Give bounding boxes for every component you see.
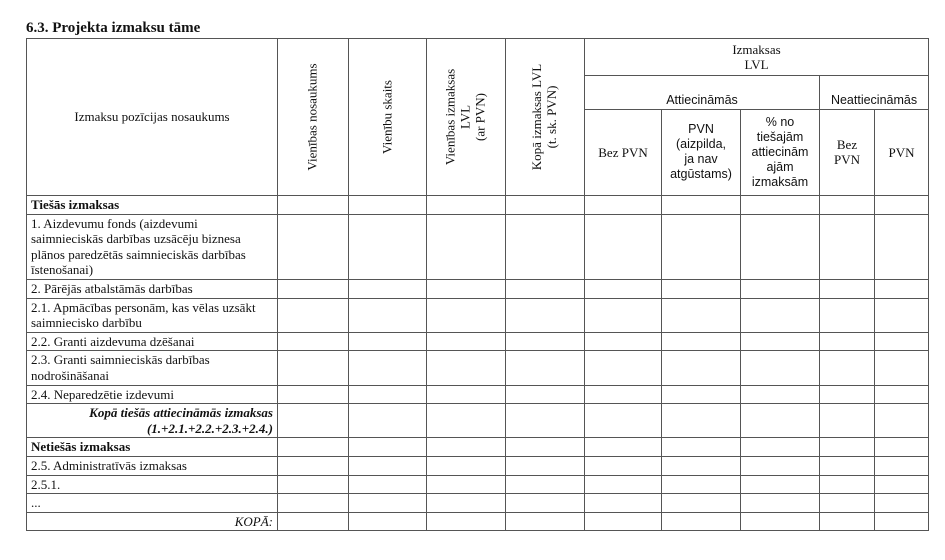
value-cell[interactable] <box>662 494 741 513</box>
value-cell[interactable] <box>741 385 820 404</box>
header-inel-vat: PVN <box>875 109 929 195</box>
header-unit-cost: Vienības izmaksas LVL (ar PVN) <box>427 39 506 196</box>
table-row <box>27 456 929 475</box>
value-cell[interactable] <box>820 512 875 531</box>
value-cell[interactable] <box>349 385 427 404</box>
value-cell[interactable] <box>875 351 929 385</box>
value-cell[interactable] <box>662 456 741 475</box>
value-cell[interactable] <box>427 404 506 438</box>
value-cell[interactable] <box>506 494 585 513</box>
row-label: ... <box>27 494 278 513</box>
value-cell[interactable] <box>662 351 741 385</box>
value-cell[interactable] <box>820 351 875 385</box>
value-cell[interactable] <box>662 196 741 215</box>
row-label: Netiešās izmaksas <box>27 438 278 457</box>
value-cell[interactable] <box>875 456 929 475</box>
value-cell[interactable] <box>427 438 506 457</box>
value-cell[interactable] <box>820 456 875 475</box>
row-label: 2. Pārējās atbalstāmās darbības <box>27 279 278 298</box>
value-cell[interactable] <box>820 404 875 438</box>
table-row <box>27 351 929 385</box>
value-cell[interactable] <box>741 456 820 475</box>
value-cell[interactable] <box>278 332 349 351</box>
row-label: 2.3. Granti saimnieciskās darbības nodrošināšanai <box>27 351 278 385</box>
value-cell[interactable] <box>662 385 741 404</box>
value-cell[interactable] <box>427 475 506 494</box>
row-label: Tiešās izmaksas <box>27 196 278 215</box>
value-cell[interactable] <box>662 404 741 438</box>
value-cell[interactable] <box>278 298 349 332</box>
table-row <box>27 214 929 279</box>
value-cell[interactable] <box>585 512 662 531</box>
value-cell[interactable] <box>427 214 506 279</box>
value-cell[interactable] <box>427 298 506 332</box>
value-cell[interactable] <box>820 475 875 494</box>
value-cell[interactable] <box>427 351 506 385</box>
value-cell[interactable] <box>662 438 741 457</box>
value-cell[interactable] <box>585 196 662 215</box>
value-cell[interactable] <box>349 494 427 513</box>
value-cell[interactable] <box>278 404 349 438</box>
value-cell[interactable] <box>278 456 349 475</box>
row-label: 2.4. Neparedzētie izdevumi <box>27 385 278 404</box>
value-cell[interactable] <box>506 351 585 385</box>
value-cell[interactable] <box>741 298 820 332</box>
value-cell[interactable] <box>585 475 662 494</box>
value-cell[interactable] <box>662 279 741 298</box>
row-label: 2.1. Apmācības personām, kas vēlas uzsākt saimniecisko darbību <box>27 298 278 332</box>
value-cell[interactable] <box>349 475 427 494</box>
value-cell[interactable] <box>349 351 427 385</box>
value-cell[interactable] <box>349 279 427 298</box>
value-cell[interactable] <box>662 214 741 279</box>
value-cell[interactable] <box>662 332 741 351</box>
table-row <box>27 332 929 351</box>
value-cell[interactable] <box>427 494 506 513</box>
value-cell[interactable] <box>278 475 349 494</box>
value-cell[interactable] <box>506 512 585 531</box>
header-total-cost: Kopā izmaksas LVL (t. sk. PVN) <box>506 39 585 196</box>
value-cell[interactable] <box>427 512 506 531</box>
value-cell[interactable] <box>741 475 820 494</box>
value-cell[interactable] <box>427 196 506 215</box>
value-cell[interactable] <box>585 351 662 385</box>
table-row <box>27 298 929 332</box>
value-cell[interactable] <box>427 279 506 298</box>
value-cell[interactable] <box>875 475 929 494</box>
value-cell[interactable] <box>506 475 585 494</box>
value-cell[interactable] <box>349 214 427 279</box>
value-cell[interactable] <box>278 196 349 215</box>
value-cell[interactable] <box>278 385 349 404</box>
value-cell[interactable] <box>506 456 585 475</box>
value-cell[interactable] <box>585 385 662 404</box>
value-cell[interactable] <box>278 438 349 457</box>
value-cell[interactable] <box>427 332 506 351</box>
header-position-name: Izmaksu pozīcijas nosaukums <box>27 39 278 196</box>
value-cell[interactable] <box>875 512 929 531</box>
value-cell[interactable] <box>875 214 929 279</box>
value-cell[interactable] <box>741 512 820 531</box>
value-cell[interactable] <box>349 456 427 475</box>
value-cell[interactable] <box>820 438 875 457</box>
row-label: 1. Aizdevumu fonds (aizdevumi saimnieciskās darbības uzsācēju biznesa plānos paredzētās saimnieciskās darbības īstenošanai) <box>27 214 278 279</box>
value-cell[interactable] <box>741 438 820 457</box>
section-title: 6.3. Projekta izmaksu tāme <box>26 20 201 36</box>
value-cell[interactable] <box>875 438 929 457</box>
value-cell[interactable] <box>585 404 662 438</box>
value-cell[interactable] <box>662 512 741 531</box>
value-cell[interactable] <box>278 279 349 298</box>
value-cell[interactable] <box>585 298 662 332</box>
value-cell[interactable] <box>349 438 427 457</box>
cost-estimate-table <box>26 38 929 531</box>
value-cell[interactable] <box>585 438 662 457</box>
value-cell[interactable] <box>349 404 427 438</box>
header-pct-direct: % no tiešajām attiecinām ajām izmaksām <box>741 109 820 195</box>
value-cell[interactable] <box>506 298 585 332</box>
value-cell[interactable] <box>741 351 820 385</box>
value-cell[interactable] <box>506 332 585 351</box>
row-label: KOPĀ: <box>27 512 278 531</box>
value-cell[interactable] <box>585 332 662 351</box>
value-cell[interactable] <box>820 494 875 513</box>
value-cell[interactable] <box>820 385 875 404</box>
header-ineligible: Neattiecināmās <box>820 76 929 109</box>
value-cell[interactable] <box>585 494 662 513</box>
value-cell[interactable] <box>741 279 820 298</box>
row-label: 2.5. Administratīvās izmaksas <box>27 456 278 475</box>
value-cell[interactable] <box>349 196 427 215</box>
value-cell[interactable] <box>585 456 662 475</box>
header-costs: Izmaksas LVL <box>585 39 929 76</box>
header-unit-count: Vienību skaits <box>349 39 427 196</box>
value-cell[interactable] <box>278 214 349 279</box>
table-row <box>27 404 929 438</box>
value-cell[interactable] <box>427 385 506 404</box>
value-cell[interactable] <box>506 385 585 404</box>
value-cell[interactable] <box>875 279 929 298</box>
value-cell[interactable] <box>741 404 820 438</box>
value-cell[interactable] <box>875 332 929 351</box>
row-label: 2.5.1. <box>27 475 278 494</box>
table-row <box>27 196 929 215</box>
value-cell[interactable] <box>820 279 875 298</box>
value-cell[interactable] <box>875 298 929 332</box>
value-cell[interactable] <box>820 332 875 351</box>
table-row <box>27 494 929 513</box>
value-cell[interactable] <box>875 385 929 404</box>
value-cell[interactable] <box>278 494 349 513</box>
table-row <box>27 438 929 457</box>
header-excl-vat: Bez PVN <box>585 109 662 195</box>
table-row <box>27 279 929 298</box>
value-cell[interactable] <box>741 196 820 215</box>
value-cell[interactable] <box>662 298 741 332</box>
table-row <box>27 385 929 404</box>
value-cell[interactable] <box>820 214 875 279</box>
value-cell[interactable] <box>875 404 929 438</box>
header-inel-excl-vat: Bez PVN <box>820 109 875 195</box>
value-cell[interactable] <box>278 351 349 385</box>
row-label: 2.2. Granti aizdevuma dzēšanai <box>27 332 278 351</box>
value-cell[interactable] <box>875 196 929 215</box>
value-cell[interactable] <box>278 512 349 531</box>
value-cell[interactable] <box>741 494 820 513</box>
value-cell[interactable] <box>506 196 585 215</box>
value-cell[interactable] <box>741 332 820 351</box>
value-cell[interactable] <box>506 438 585 457</box>
value-cell[interactable] <box>506 404 585 438</box>
value-cell[interactable] <box>349 332 427 351</box>
value-cell[interactable] <box>349 298 427 332</box>
header-unit-name: Vienības nosaukums <box>278 39 349 196</box>
value-cell[interactable] <box>875 494 929 513</box>
value-cell[interactable] <box>585 279 662 298</box>
value-cell[interactable] <box>427 456 506 475</box>
value-cell[interactable] <box>820 196 875 215</box>
value-cell[interactable] <box>662 475 741 494</box>
header-eligible: Attiecināmās <box>585 76 820 109</box>
value-cell[interactable] <box>349 512 427 531</box>
value-cell[interactable] <box>820 298 875 332</box>
value-cell[interactable] <box>506 214 585 279</box>
value-cell[interactable] <box>506 279 585 298</box>
row-label: Kopā tiešās attiecināmās izmaksas (1.+2.1.+2.2.+2.3.+2.4.) <box>27 404 278 438</box>
table-row <box>27 475 929 494</box>
table-row <box>27 512 929 531</box>
value-cell[interactable] <box>741 214 820 279</box>
header-vat-note: PVN (aizpilda, ja nav atgūstams) <box>662 109 741 195</box>
value-cell[interactable] <box>585 214 662 279</box>
